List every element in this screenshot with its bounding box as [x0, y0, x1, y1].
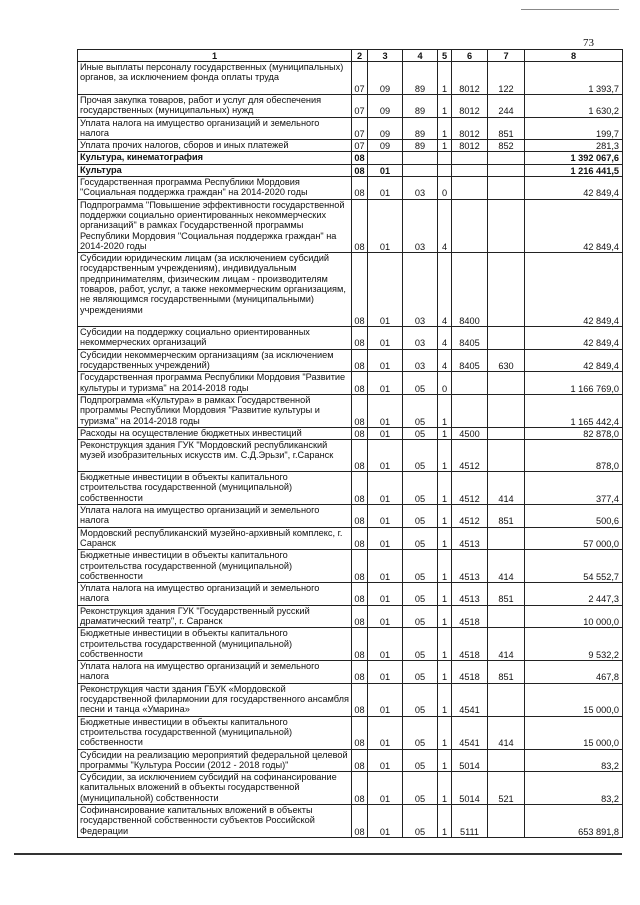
budget-table	[77, 49, 623, 838]
row-code-cell: 08	[352, 527, 368, 550]
row-code-cell: 4518	[452, 605, 488, 628]
row-code-cell	[438, 164, 452, 176]
row-name-cell: Уплата налога на имущество организаций и земельного налога	[78, 661, 352, 684]
row-amount-cell: 1 393,7	[525, 62, 623, 95]
table-row	[78, 440, 623, 472]
row-code-cell: 05	[403, 394, 438, 427]
row-code-cell	[488, 177, 525, 200]
col-header-2: 2	[352, 50, 368, 62]
row-code-cell: 8012	[452, 117, 488, 140]
row-name-cell: Культура	[78, 164, 352, 176]
row-code-cell: 8012	[452, 140, 488, 152]
row-code-cell: 08	[352, 177, 368, 200]
row-code-cell: 05	[403, 427, 438, 439]
table-row	[78, 550, 623, 583]
col-header-8: 8	[525, 50, 623, 62]
row-code-cell: 07	[352, 117, 368, 140]
row-amount-cell: 83,2	[525, 749, 623, 772]
row-name-cell: Уплата налога на имущество организаций и земельного налога	[78, 505, 352, 528]
row-code-cell: 244	[488, 95, 525, 118]
row-amount-cell: 83,2	[525, 772, 623, 805]
row-code-cell: 89	[403, 140, 438, 152]
row-code-cell: 01	[368, 583, 403, 606]
row-code-cell: 01	[368, 772, 403, 805]
table-row	[78, 372, 623, 395]
row-code-cell: 08	[352, 472, 368, 505]
row-code-cell	[488, 152, 525, 164]
row-code-cell: 01	[368, 349, 403, 372]
row-name-cell: Субсидии на реализацию мероприятий федеральной целевой программы "Культура России (2012 - 2018 годы)"	[78, 749, 352, 772]
row-code-cell: 1	[438, 772, 452, 805]
row-code-cell: 0	[438, 372, 452, 395]
row-code-cell	[452, 152, 488, 164]
row-code-cell: 09	[368, 95, 403, 118]
row-code-cell	[488, 749, 525, 772]
row-code-cell: 03	[403, 327, 438, 350]
row-code-cell: 01	[368, 749, 403, 772]
row-code-cell: 4513	[452, 527, 488, 550]
row-code-cell: 05	[403, 716, 438, 749]
table-row	[78, 117, 623, 140]
row-code-cell: 05	[403, 583, 438, 606]
row-name-cell: Бюджетные инвестиции в объекты капитального строительства государственной (муниципальной) собственности	[78, 716, 352, 749]
row-code-cell: 05	[403, 749, 438, 772]
col-header-1: 1	[78, 50, 352, 62]
row-code-cell: 4518	[452, 661, 488, 684]
row-amount-cell: 500,6	[525, 505, 623, 528]
row-code-cell: 4512	[452, 472, 488, 505]
row-code-cell: 01	[368, 716, 403, 749]
row-code-cell: 05	[403, 805, 438, 838]
row-code-cell: 1	[438, 472, 452, 505]
table-row	[78, 505, 623, 528]
row-amount-cell: 15 000,0	[525, 716, 623, 749]
table-row	[78, 95, 623, 118]
row-code-cell: 5014	[452, 772, 488, 805]
row-amount-cell: 1 165 442,4	[525, 394, 623, 427]
row-code-cell: 8405	[452, 349, 488, 372]
row-code-cell	[403, 152, 438, 164]
row-code-cell: 01	[368, 505, 403, 528]
row-code-cell: 03	[403, 177, 438, 200]
row-code-cell: 08	[352, 199, 368, 252]
table-row	[78, 772, 623, 805]
row-name-cell: Иные выплаты персоналу государственных (муниципальных) органов, за исключением фонда оплаты труда	[78, 62, 352, 95]
row-code-cell: 4500	[452, 427, 488, 439]
row-amount-cell: 1 216 441,5	[525, 164, 623, 176]
row-code-cell	[488, 164, 525, 176]
row-code-cell: 05	[403, 505, 438, 528]
row-name-cell: Реконструкция здания ГУК "Государственный русский драматический театр", г. Саранск	[78, 605, 352, 628]
row-name-cell: Культура, кинематография	[78, 152, 352, 164]
row-code-cell: 01	[368, 683, 403, 716]
row-code-cell: 851	[488, 117, 525, 140]
row-amount-cell: 467,8	[525, 661, 623, 684]
row-amount-cell: 82 878,0	[525, 427, 623, 439]
table-row	[78, 749, 623, 772]
row-code-cell: 08	[352, 772, 368, 805]
row-code-cell: 89	[403, 117, 438, 140]
row-code-cell: 1	[438, 427, 452, 439]
row-code-cell: 08	[352, 805, 368, 838]
table-row	[78, 177, 623, 200]
row-code-cell: 01	[368, 661, 403, 684]
row-name-cell: Подпрограмма «Культура» в рамках Государственной программы Республики Мордовия "Развитие культуры и туризма" на 2014-2018 годы	[78, 394, 352, 427]
row-code-cell: 414	[488, 628, 525, 661]
row-amount-cell: 1 630,2	[525, 95, 623, 118]
table-row	[78, 349, 623, 372]
row-code-cell: 852	[488, 140, 525, 152]
row-code-cell	[488, 683, 525, 716]
row-code-cell: 08	[352, 749, 368, 772]
row-code-cell: 08	[352, 253, 368, 327]
row-code-cell: 5111	[452, 805, 488, 838]
row-code-cell: 8012	[452, 95, 488, 118]
row-code-cell: 05	[403, 372, 438, 395]
table-row	[78, 253, 623, 327]
row-code-cell: 05	[403, 683, 438, 716]
row-code-cell: 08	[352, 349, 368, 372]
row-name-cell: Реконструкция части здания ГБУК «Мордовской государственной филармонии для государственного ансамбля песни и танца «Умарина»	[78, 683, 352, 716]
row-code-cell: 1	[438, 749, 452, 772]
table-row	[78, 683, 623, 716]
row-name-cell: Государственная программа Республики Мордовия "Социальная поддержка граждан" на 2014-2020 годы	[78, 177, 352, 200]
row-code-cell: 1	[438, 527, 452, 550]
table-row	[78, 661, 623, 684]
row-code-cell: 851	[488, 505, 525, 528]
row-name-cell: Субсидии юридическим лицам (за исключением субсидий государственным учреждениям), индивидуальным предпринимателям, физическим лицам - производителям товаров, работ, услуг, а также некоммерческим организациям, не являющимся государственными (муниципальными) учреждениями	[78, 253, 352, 327]
row-code-cell: 8012	[452, 62, 488, 95]
row-code-cell: 1	[438, 716, 452, 749]
row-amount-cell: 42 849,4	[525, 253, 623, 327]
row-code-cell: 1	[438, 140, 452, 152]
row-code-cell: 03	[403, 253, 438, 327]
row-name-cell: Бюджетные инвестиции в объекты капитального строительства государственной (муниципальной) собственности	[78, 550, 352, 583]
row-code-cell: 01	[368, 605, 403, 628]
row-code-cell: 01	[368, 805, 403, 838]
row-code-cell: 05	[403, 527, 438, 550]
row-code-cell: 09	[368, 140, 403, 152]
row-code-cell	[452, 199, 488, 252]
row-code-cell: 01	[368, 628, 403, 661]
row-amount-cell: 9 532,2	[525, 628, 623, 661]
row-code-cell: 03	[403, 349, 438, 372]
row-name-cell: Мордовский республиканский музейно-архивный комплекс, г. Саранск	[78, 527, 352, 550]
row-code-cell: 89	[403, 62, 438, 95]
row-amount-cell: 377,4	[525, 472, 623, 505]
row-code-cell	[452, 164, 488, 176]
row-code-cell: 05	[403, 472, 438, 505]
row-code-cell: 01	[368, 164, 403, 176]
row-code-cell	[488, 394, 525, 427]
row-amount-cell: 281,3	[525, 140, 623, 152]
row-code-cell: 4	[438, 253, 452, 327]
table-row	[78, 605, 623, 628]
row-name-cell: Бюджетные инвестиции в объекты капитального строительства государственной (муниципальной) собственности	[78, 472, 352, 505]
row-code-cell: 414	[488, 472, 525, 505]
page-number: 73	[583, 37, 594, 49]
row-code-cell: 4	[438, 327, 452, 350]
row-code-cell: 08	[352, 164, 368, 176]
row-code-cell	[368, 152, 403, 164]
bottom-edge-line	[14, 853, 622, 855]
row-code-cell: 122	[488, 62, 525, 95]
row-code-cell: 4	[438, 199, 452, 252]
row-name-cell: Подпрограмма "Повышение эффективности государственной поддержки социально ориентированных некоммерческих организаций" в рамках Государственной программы Республики Мордовия "Социальная поддержка граждан" на 2014-2020 годы	[78, 199, 352, 252]
row-code-cell: 851	[488, 661, 525, 684]
row-name-cell: Уплата налога на имущество организаций и земельного налога	[78, 583, 352, 606]
row-code-cell: 08	[352, 683, 368, 716]
row-code-cell	[452, 394, 488, 427]
table-row	[78, 152, 623, 164]
table-row	[78, 472, 623, 505]
row-code-cell: 4512	[452, 505, 488, 528]
row-amount-cell: 15 000,0	[525, 683, 623, 716]
row-code-cell: 08	[352, 505, 368, 528]
row-code-cell: 01	[368, 372, 403, 395]
row-code-cell: 08	[352, 372, 368, 395]
row-code-cell: 5014	[452, 749, 488, 772]
row-code-cell: 4513	[452, 550, 488, 583]
row-code-cell: 08	[352, 440, 368, 472]
row-code-cell: 07	[352, 140, 368, 152]
row-code-cell: 8400	[452, 253, 488, 327]
row-code-cell	[488, 253, 525, 327]
row-code-cell: 08	[352, 394, 368, 427]
row-code-cell: 630	[488, 349, 525, 372]
row-name-cell: Расходы на осуществление бюджетных инвестиций	[78, 427, 352, 439]
row-code-cell: 03	[403, 199, 438, 252]
row-code-cell: 05	[403, 628, 438, 661]
row-name-cell: Государственная программа Республики Мордовия "Развитие культуры и туризма" на 2014-2018 годы	[78, 372, 352, 395]
row-code-cell: 1	[438, 683, 452, 716]
row-code-cell: 01	[368, 440, 403, 472]
row-code-cell: 08	[352, 628, 368, 661]
row-code-cell	[488, 199, 525, 252]
row-code-cell: 4518	[452, 628, 488, 661]
row-name-cell: Субсидии некоммерческим организациям (за исключением государственных учреждений)	[78, 349, 352, 372]
row-code-cell: 08	[352, 605, 368, 628]
row-name-cell: Бюджетные инвестиции в объекты капитального строительства государственной (муниципальной) собственности	[78, 628, 352, 661]
row-code-cell	[452, 177, 488, 200]
row-code-cell: 01	[368, 427, 403, 439]
row-amount-cell: 1 166 769,0	[525, 372, 623, 395]
col-header-4: 4	[403, 50, 438, 62]
row-code-cell	[488, 372, 525, 395]
row-code-cell: 08	[352, 716, 368, 749]
row-code-cell	[488, 527, 525, 550]
row-code-cell: 01	[368, 177, 403, 200]
row-code-cell: 414	[488, 716, 525, 749]
row-name-cell: Реконструкция здания ГУК "Мордовский республиканский музей изобразительных искусств им. С.Д.Эрьзи", г.Саранск	[78, 440, 352, 472]
row-code-cell: 01	[368, 327, 403, 350]
row-name-cell: Софинансирование капитальных вложений в объекты государственной собственности субъектов Российской Федерации	[78, 805, 352, 838]
row-amount-cell: 10 000,0	[525, 605, 623, 628]
row-amount-cell: 42 849,4	[525, 349, 623, 372]
row-code-cell: 01	[368, 527, 403, 550]
row-code-cell: 08	[352, 327, 368, 350]
row-amount-cell: 653 891,8	[525, 805, 623, 838]
row-code-cell: 4541	[452, 683, 488, 716]
row-code-cell: 414	[488, 550, 525, 583]
row-code-cell: 09	[368, 62, 403, 95]
row-code-cell: 8405	[452, 327, 488, 350]
row-code-cell: 01	[368, 550, 403, 583]
table-row	[78, 427, 623, 439]
row-code-cell	[488, 327, 525, 350]
row-code-cell: 4	[438, 349, 452, 372]
row-code-cell	[452, 372, 488, 395]
row-code-cell: 1	[438, 628, 452, 661]
row-code-cell: 05	[403, 605, 438, 628]
row-amount-cell: 54 552,7	[525, 550, 623, 583]
row-code-cell: 851	[488, 583, 525, 606]
col-header-3: 3	[368, 50, 403, 62]
row-code-cell	[488, 605, 525, 628]
row-code-cell	[488, 805, 525, 838]
row-name-cell: Субсидии, за исключением субсидий на софинансирование капитальных вложений в объекты государственной (муниципальной) собственности	[78, 772, 352, 805]
row-code-cell: 08	[352, 152, 368, 164]
row-code-cell: 1	[438, 62, 452, 95]
row-code-cell	[403, 164, 438, 176]
table-body	[78, 62, 623, 838]
row-code-cell: 4512	[452, 440, 488, 472]
row-code-cell: 89	[403, 95, 438, 118]
row-code-cell: 01	[368, 253, 403, 327]
row-code-cell: 05	[403, 661, 438, 684]
header-row	[78, 50, 623, 62]
row-amount-cell: 42 849,4	[525, 199, 623, 252]
row-code-cell: 1	[438, 661, 452, 684]
row-code-cell: 1	[438, 95, 452, 118]
row-code-cell: 08	[352, 583, 368, 606]
row-code-cell: 07	[352, 62, 368, 95]
row-code-cell: 05	[403, 550, 438, 583]
row-code-cell: 4541	[452, 716, 488, 749]
row-code-cell: 08	[352, 661, 368, 684]
row-code-cell: 08	[352, 550, 368, 583]
row-code-cell: 1	[438, 805, 452, 838]
table-row	[78, 62, 623, 95]
table-row	[78, 527, 623, 550]
row-code-cell: 09	[368, 117, 403, 140]
row-name-cell: Субсидии на поддержку социально ориентированных некоммерческих организаций	[78, 327, 352, 350]
row-code-cell: 1	[438, 605, 452, 628]
table-row	[78, 583, 623, 606]
row-code-cell: 1	[438, 394, 452, 427]
table-row	[78, 327, 623, 350]
row-code-cell: 01	[368, 472, 403, 505]
row-amount-cell: 42 849,4	[525, 177, 623, 200]
row-amount-cell: 2 447,3	[525, 583, 623, 606]
table-row	[78, 628, 623, 661]
row-code-cell	[488, 440, 525, 472]
row-amount-cell: 42 849,4	[525, 327, 623, 350]
row-code-cell: 05	[403, 440, 438, 472]
top-edge-line	[521, 9, 619, 10]
col-header-7: 7	[488, 50, 525, 62]
row-code-cell: 1	[438, 505, 452, 528]
row-code-cell: 1	[438, 583, 452, 606]
row-code-cell: 01	[368, 199, 403, 252]
table-row	[78, 394, 623, 427]
row-code-cell: 1	[438, 440, 452, 472]
col-header-5: 5	[438, 50, 452, 62]
row-code-cell: 05	[403, 772, 438, 805]
table-row	[78, 164, 623, 176]
row-name-cell: Прочая закупка товаров, работ и услуг для обеспечения государственных (муниципальных) нужд	[78, 95, 352, 118]
row-name-cell: Уплата налога на имущество организаций и земельного налога	[78, 117, 352, 140]
row-code-cell: 08	[352, 427, 368, 439]
row-name-cell: Уплата прочих налогов, сборов и иных платежей	[78, 140, 352, 152]
row-amount-cell: 199,7	[525, 117, 623, 140]
table-row	[78, 140, 623, 152]
row-code-cell: 01	[368, 394, 403, 427]
row-code-cell: 521	[488, 772, 525, 805]
row-code-cell: 4513	[452, 583, 488, 606]
row-code-cell	[438, 152, 452, 164]
row-code-cell: 07	[352, 95, 368, 118]
row-code-cell: 1	[438, 117, 452, 140]
table-row	[78, 805, 623, 838]
row-code-cell: 0	[438, 177, 452, 200]
row-amount-cell: 1 392 067,6	[525, 152, 623, 164]
row-amount-cell: 878,0	[525, 440, 623, 472]
row-code-cell	[488, 427, 525, 439]
col-header-6: 6	[452, 50, 488, 62]
row-amount-cell: 57 000,0	[525, 527, 623, 550]
row-code-cell: 1	[438, 550, 452, 583]
table-row	[78, 199, 623, 252]
table-row	[78, 716, 623, 749]
